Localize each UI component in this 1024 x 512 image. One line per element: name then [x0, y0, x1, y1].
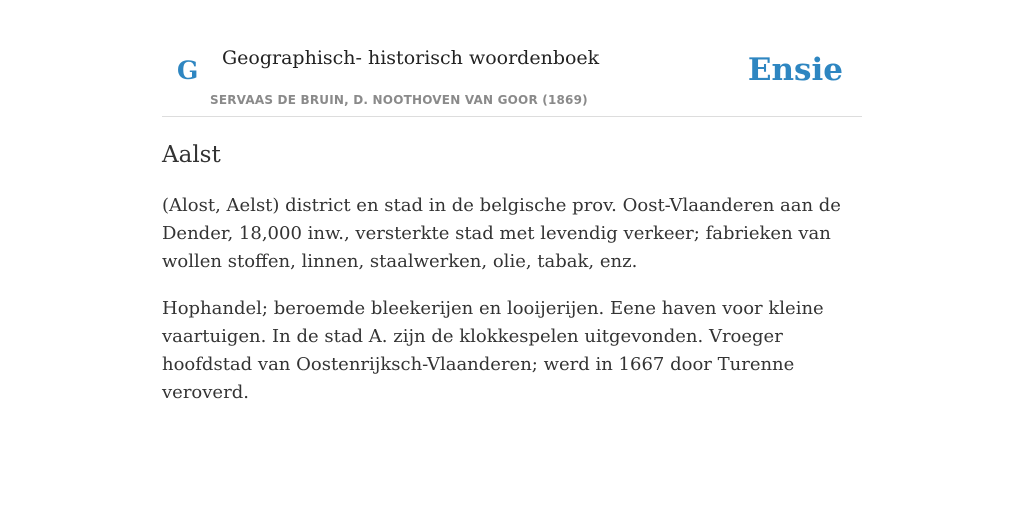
entry-title: Aalst [162, 142, 221, 168]
ensie-logo-link[interactable]: Ensie [747, 52, 843, 88]
book-letter-icon[interactable]: G [177, 56, 199, 85]
entry-paragraph: (Alost, Aelst) district en stad in de belgische prov. Oost-Vlaanderen aan de Dender, 18,000 inw., versterkte stad met levendig verkeer; fabrieken van wollen stoffen, linnen, staalwerken, olie, tabak, enz. [162, 195, 841, 272]
entry-paragraph: Hophandel; beroemde bleekerijen en looijerijen. Eene haven voor kleine vaartuigen. In de stad A. zijn de klokkespelen uitgevonden. Vroeger hoofdstad van Oostenrijksch-Vlaanderen; werd in 1667 door Turenne veroverd. [162, 298, 824, 403]
book-title-link[interactable]: Geographisch- historisch woordenboek [222, 47, 600, 69]
entry-body [162, 192, 862, 426]
book-header [162, 40, 862, 117]
book-authors: SERVAAS DE BRUIN, D. NOOTHOVEN VAN GOOR (1869) [210, 93, 588, 107]
